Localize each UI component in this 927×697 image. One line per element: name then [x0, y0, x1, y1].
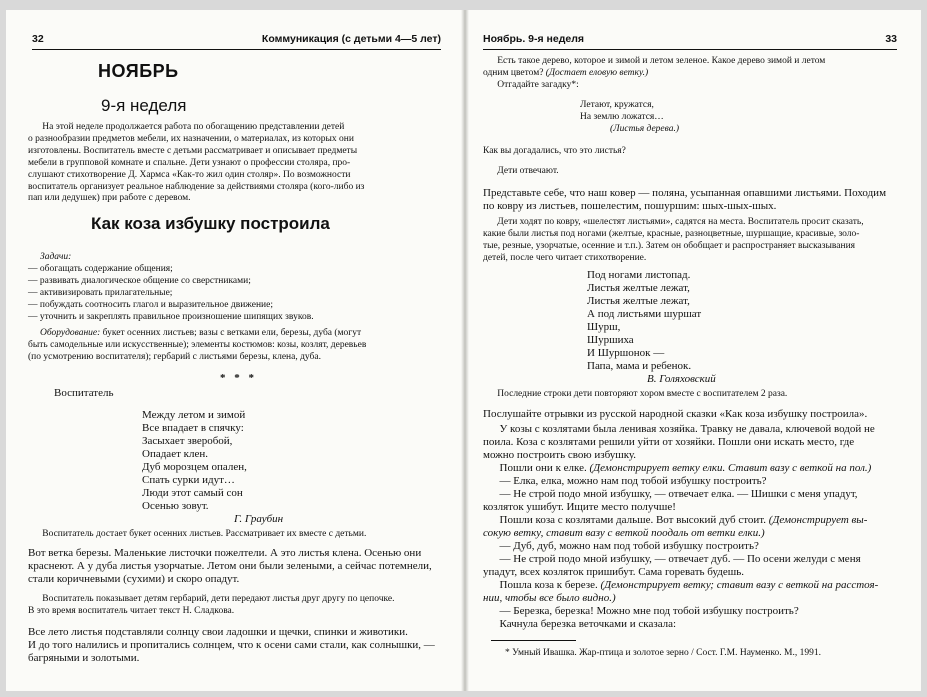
- riddle-answer: (Листья дерева.): [610, 124, 679, 134]
- story-fragment: — Дуб, дуб, можно нам под тобой избушку построить? — Не строй подо мной избушку, — отвечает дуб. — По осени желуди с меня упадут, всех козляток пришибут. Сама горевать будешь. Пошла коза к березе.: [483, 540, 861, 591]
- story-text: [483, 423, 878, 631]
- story-fragment: У козы с козлятами была ленивая хозяйка. Травку не давала, ключевой водой не поила. Коза с козлятами решили уйти от хозяйки. Пошли они искать место, где можно построить свою избушку. Пошли они к елке.: [483, 423, 875, 474]
- question-paragraph: [483, 56, 825, 80]
- teacher-note: Последние строки дети повторяют хором вместе с воспитателем 2 раза.: [483, 389, 788, 399]
- equipment-paragraph: [28, 328, 366, 364]
- lesson-title: Как коза избушку построила: [91, 214, 330, 233]
- footnote: * Умный Ивашка. Жар-птица и золотое зерно / Сост. Г.М. Науменко. М., 1991.: [505, 648, 821, 658]
- page-number: 33: [885, 33, 897, 45]
- riddle: Летают, кружатся, На землю ложатся…: [580, 100, 664, 122]
- section-separator: * * *: [220, 372, 257, 384]
- running-header: Ноябрь. 9-я неделя: [483, 33, 585, 45]
- action-note: (Достает еловую ветку.): [545, 67, 649, 78]
- story-fragment: — Елка, елка, можно нам под тобой избушку построить? — Не строй подо мной избушку, — отвечает елка. — Шишки с меня упадут, козляток ушибут. Ищите место получше! Пошли коза с козлятами дальше. Вот высокий дуб стоит.: [483, 475, 858, 526]
- question-text: Как вы догадались, что это листья?: [483, 146, 626, 156]
- action-note: (Демонстрирует ветку; ставит вазу с веткой на расстоя- нии, чтобы все было видно.): [483, 579, 879, 604]
- book-spread: [6, 10, 921, 691]
- question-text: Есть такое дерево, которое и зимой и летом зеленое. Какое дерево зимой и летом одним цветом?: [483, 56, 826, 78]
- poem-author: Г. Граубин: [234, 513, 284, 525]
- teacher-note: Дети ходят по ковру, «шелестят листьями», садятся на места. Воспитатель просит сказать, какие были листья под ногами (желтые, красные, разноцветные, шуршащие, красивые, золо- тые, резные, узорчатые, осенние и т.п.). Затем он обобщает и распространяет высказывания детей, после чего читает стихотворение.: [483, 217, 864, 263]
- equipment-label: Оборудование:: [40, 328, 101, 338]
- tasks-label: Задачи:: [40, 252, 72, 262]
- action-note: (Демонстрирует вы- сокую ветку, ставит вазу с веткой поодаль от ветки елки.): [483, 514, 868, 539]
- story-fragment: — Березка, березка! Можно мне под тобой избушку построить? Качнула березка веточками и сказала:: [499, 605, 799, 630]
- right-page: [469, 10, 921, 691]
- book-gutter: [461, 10, 469, 691]
- action-note: (Демонстрирует ветку елки. Ставит вазу с веткой на пол.): [589, 462, 872, 474]
- speaker-label: Воспитатель: [54, 387, 114, 399]
- poem: Под ногами листопад. Листья желтые лежат, Листья желтые лежат, А под листьями шуршат Шурш, Шуршиха И Шуршонок — Папа, мама и ребенок.: [587, 269, 702, 372]
- tasks-list: — обогащать содержание общения; — развивать диалогическое общение со сверстниками; — активизировать прилагательные; — побуждать соотносить глагол и выразительное движение; — уточнить и закреплять правильное произношение шипящих звуков.: [28, 264, 314, 322]
- footnote-rule: [491, 640, 576, 641]
- teacher-note: Воспитатель показывает детям гербарий, дети передают листья друг другу по цепочке. В это время воспитатель читает текст Н. Сладкова.: [28, 594, 395, 616]
- running-header: Коммуникация (с детьми 4—5 лет): [261, 33, 441, 45]
- month-heading: НОЯБРЬ: [98, 61, 179, 81]
- left-page-header: [32, 32, 441, 50]
- page-number: 32: [32, 33, 44, 45]
- equipment-text: букет осенних листьев; вазы с ветками ели, березы, дуба (могут быть самодельные или искусственные); элементы костюмов: козы, козлят, деревьев (по усмотрению воспитателя); гербарий с листьями березы, клена, дуба.: [28, 328, 367, 362]
- week-heading: 9-я неделя: [101, 96, 187, 115]
- teacher-note: Воспитатель достает букет осенних листьев. Рассматривает их вместе с детьми.: [28, 529, 367, 539]
- poem-author: В. Голяховский: [647, 373, 716, 385]
- children-answer-note: Дети отвечают.: [483, 166, 559, 176]
- left-page: [6, 10, 461, 691]
- story-intro: Послушайте отрывки из русской народной сказки «Как коза избушку построила».: [483, 408, 868, 420]
- carpet-paragraph: Представьте себе, что наш ковер — поляна, усыпанная опавшими листьями. Походим по ковру из листьев, пошелестим, пошуршим: шых-шых-шых.: [483, 187, 887, 212]
- sladkov-paragraph: Все лето листья подставляли солнцу свои ладошки и щечки, спинки и животики. И до того налились и пропитались солнцем, что к осени сами стали, как солнышки, — багряными и золотыми.: [28, 626, 435, 664]
- poem: Между летом и зимой Все впадает в спячку: Засыхает зверобой, Опадает клен. Дуб морозцем опален, Спать сурки идут… Люди этот самый сон Осенью зовут.: [142, 409, 247, 512]
- riddle-intro: Отгадайте загадку*:: [483, 80, 579, 90]
- right-page-header: [483, 32, 897, 50]
- intro-paragraph: На этой неделе продолжается работа по обогащению представлении детей о разнообразии предметов мебели, их назначении, о материалах, из которых они изготовлены. Воспитатель вместе с детьми рассматривает и описывает предметы мебели в групповой комнате и спальне. Дети узнают о профессии столяра, про- слушают стихотворение Д. Хармса «Как-то жил один столяр». По возможности воспитатель организует реальное наблюдение за действиями столяра (кого-либо из пап или дедушек) при работе с деревом.: [28, 122, 365, 204]
- leaves-paragraph: Вот ветка березы. Маленькие листочки пожелтели. А это листья клена. Осенью они краснеют. А у дуба листья узорчатые. Летом они были зелеными, а сейчас потемнели, стали коричневыми (сухими) и скоро опадут.: [28, 547, 432, 585]
